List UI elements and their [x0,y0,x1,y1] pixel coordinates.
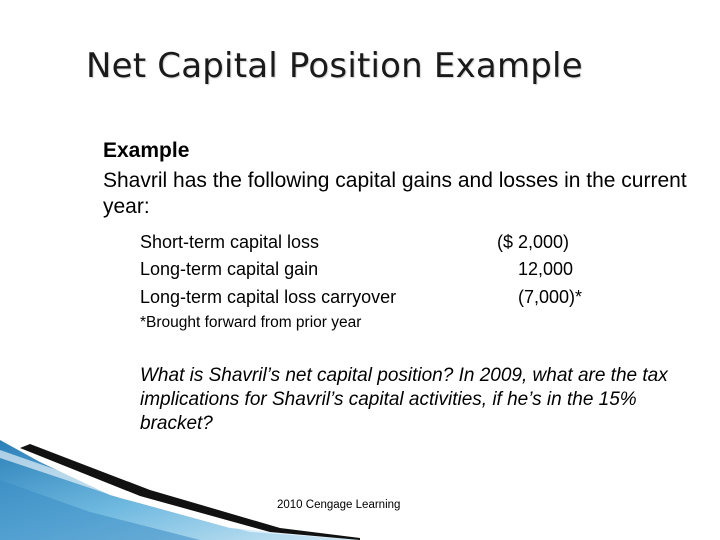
item-value-long-term-gain: 12,000 [518,259,574,279]
item-label-short-term-loss: Short-term capital loss [140,232,320,252]
item-label-loss-carryover: Long-term capital loss carryover [140,287,397,307]
decorative-swoosh [0,440,360,540]
footnote: *Brought forward from prior year [140,314,362,331]
copyright-credit: 2010 Cengage Learning [277,499,401,511]
item-label-long-term-gain: Long-term capital gain [140,259,319,279]
slide-title: Net Capital Position Example [86,46,583,86]
item-value-short-term-loss: ($ 2,000) [497,232,570,252]
question-text: What is Shavril’s net capital position? In 2009, what are the tax implications for Shavril’s capital activities, if he’s in the 15% bracket? [140,365,668,434]
example-heading: Example [103,139,190,162]
intro-text: Shavril has the following capital gains and losses in the current year: [103,169,687,218]
item-value-loss-carryover: (7,000)* [518,287,583,307]
